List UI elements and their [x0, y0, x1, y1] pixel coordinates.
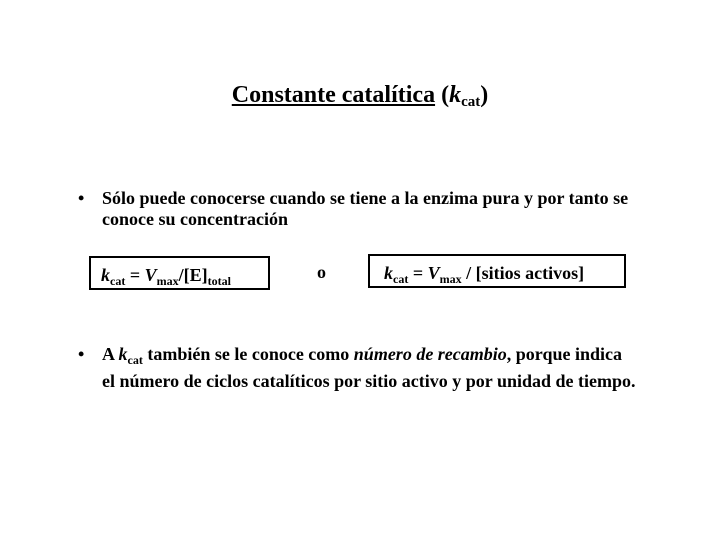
bullet-marker: •: [78, 344, 85, 364]
formula-k-subscript: cat: [110, 274, 126, 288]
formula-equals: =: [408, 263, 428, 283]
formula-v-subscript: max: [439, 272, 462, 286]
title-k-subscript: cat: [461, 94, 481, 110]
formula-enzyme: /[E]: [178, 265, 208, 285]
formula-total-subscript: total: [207, 274, 231, 288]
bullet-text-2: [102, 344, 638, 392]
bullet-text-1: Sólo puede conocerse cuando se tiene a la enzima pura y por tanto se conoce su concentración: [102, 188, 629, 229]
title-text: Constante catalítica: [231, 82, 436, 108]
formula-box-active-sites: [368, 254, 626, 288]
title-paren-open: (: [435, 82, 450, 108]
formula-v-subscript: max: [156, 274, 179, 288]
formula-box-total: [89, 256, 270, 290]
connector-or: o: [317, 262, 326, 282]
formula-equals: =: [125, 265, 145, 285]
title-paren-close: ): [480, 82, 489, 108]
formula-k-subscript: cat: [393, 272, 409, 286]
formula-k: k: [101, 265, 110, 285]
slide-title: [0, 82, 720, 111]
title-k: k: [449, 82, 462, 108]
formula-v: V: [144, 265, 157, 285]
formula-active-sites: / [sitios activos]: [461, 263, 585, 283]
bullet2-mid: también se le conoce como: [142, 344, 354, 364]
bullet2-term: número de recambio: [353, 344, 507, 364]
formula-k: k: [384, 263, 393, 283]
bullet-item-2: [78, 344, 638, 392]
bullet2-k: k: [118, 344, 128, 364]
bullet2-lead: A: [102, 344, 119, 364]
bullet2-k-subscript: cat: [127, 353, 143, 367]
bullet-marker: •: [78, 188, 85, 208]
bullet2-end: , porque indica el número de ciclos catalíticos por sitio activo y por unidad de tiempo.: [102, 344, 636, 391]
bullet-item-1: [78, 188, 638, 230]
formula-v: V: [427, 263, 440, 283]
